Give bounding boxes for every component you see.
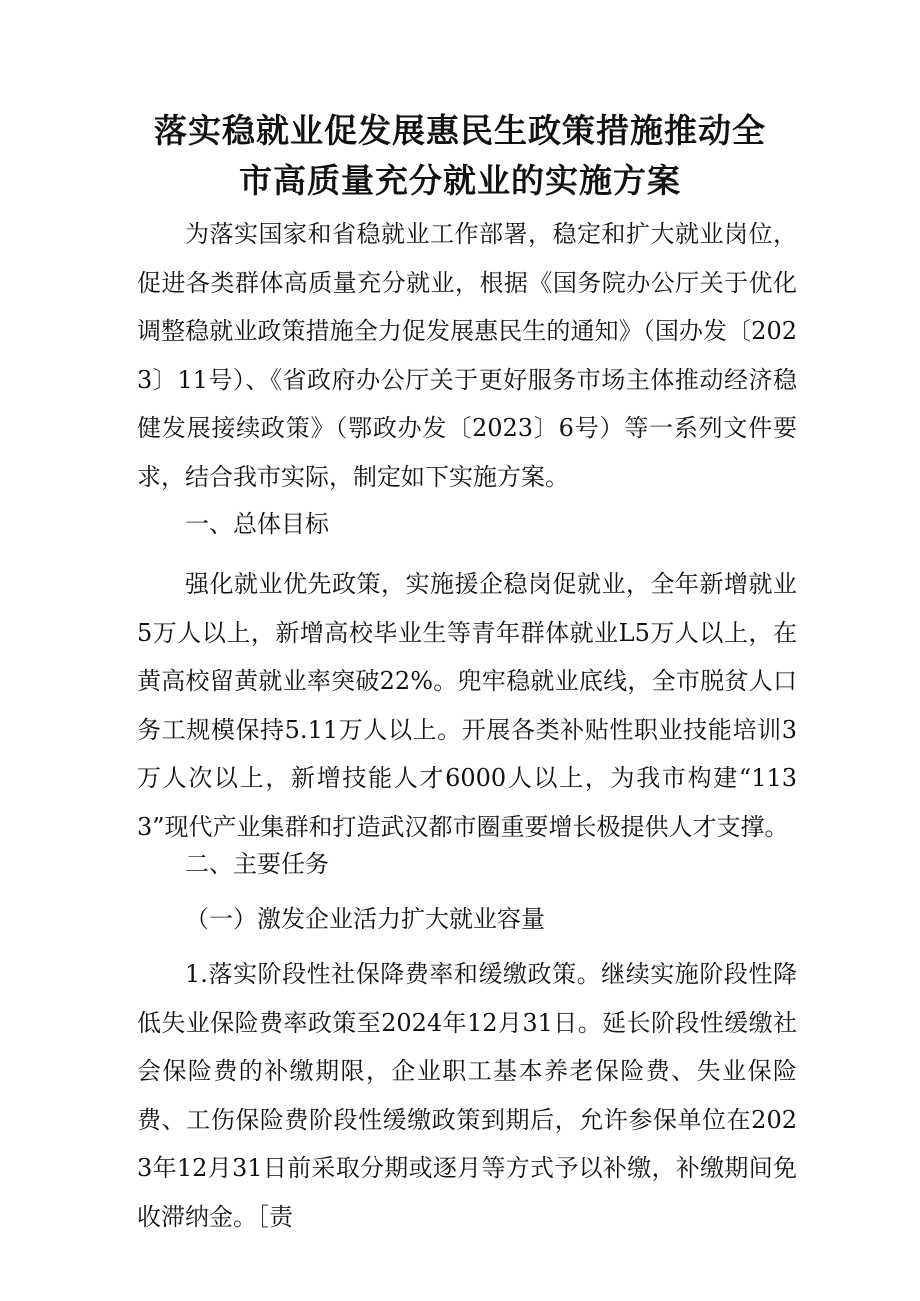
section-2-heading-block bbox=[137, 840, 797, 889]
section-1-paragraph bbox=[137, 560, 797, 851]
intro-paragraph bbox=[137, 210, 797, 501]
item-1-text: 1.落实阶段性社保降费率和缓缴政策。继续实施阶段性降低失业保险费率政策至2024年12月31日。延长阶段性缓缴社会保险费的补缴期限，企业职工基本养老保险费、失业保险费、工伤保险费阶段性缓缴政策到期后，允许参保单位在2023年12月31日前采取分期或逐月等方式予以补缴，补缴期间免收滞纳金。［责 bbox=[137, 960, 797, 1231]
section-2-heading: 二、主要任务 bbox=[185, 850, 329, 878]
intro-text: 为落实国家和省稳就业工作部署，稳定和扩大就业岗位，促进各类群体高质量充分就业，根据《国务院办公厅关于优化调整稳就业政策措施全力促发展惠民生的通知》（国办发〔2023〕11号）、《省政府办公厅关于更好服务市场主体推动经济稳健发展接续政策》（鄂政办发〔2023〕6号）等一系列文件要求，结合我市实际，制定如下实施方案。 bbox=[137, 220, 797, 491]
section-1-text: 强化就业优先政策，实施援企稳岗促就业，全年新增就业5万人以上，新增高校毕业生等青年群体就业L5万人以上，在黄高校留黄就业率突破22%。兜牢稳就业底线，全市脱贫人口务工规模保持5.11万人以上。开展各类补贴性职业技能培训3万人次以上，新增技能人才6000人以上，为我市构建“1133”现代产业集群和打造武汉都市圈重要增长极提供人才支撑。 bbox=[137, 570, 797, 841]
document-title-line-2: 市高质量充分就业的实施方案 bbox=[239, 161, 681, 200]
item-1-paragraph bbox=[137, 950, 797, 1241]
subsection-1-heading-block bbox=[137, 895, 797, 944]
subsection-1-heading: （一）激发企业活力扩大就业容量 bbox=[185, 905, 545, 933]
section-1-heading-block bbox=[137, 500, 797, 549]
section-1-heading: 一、总体目标 bbox=[185, 510, 329, 538]
document-title-line-1: 落实稳就业促发展惠民生政策措施推动全 bbox=[154, 111, 766, 150]
